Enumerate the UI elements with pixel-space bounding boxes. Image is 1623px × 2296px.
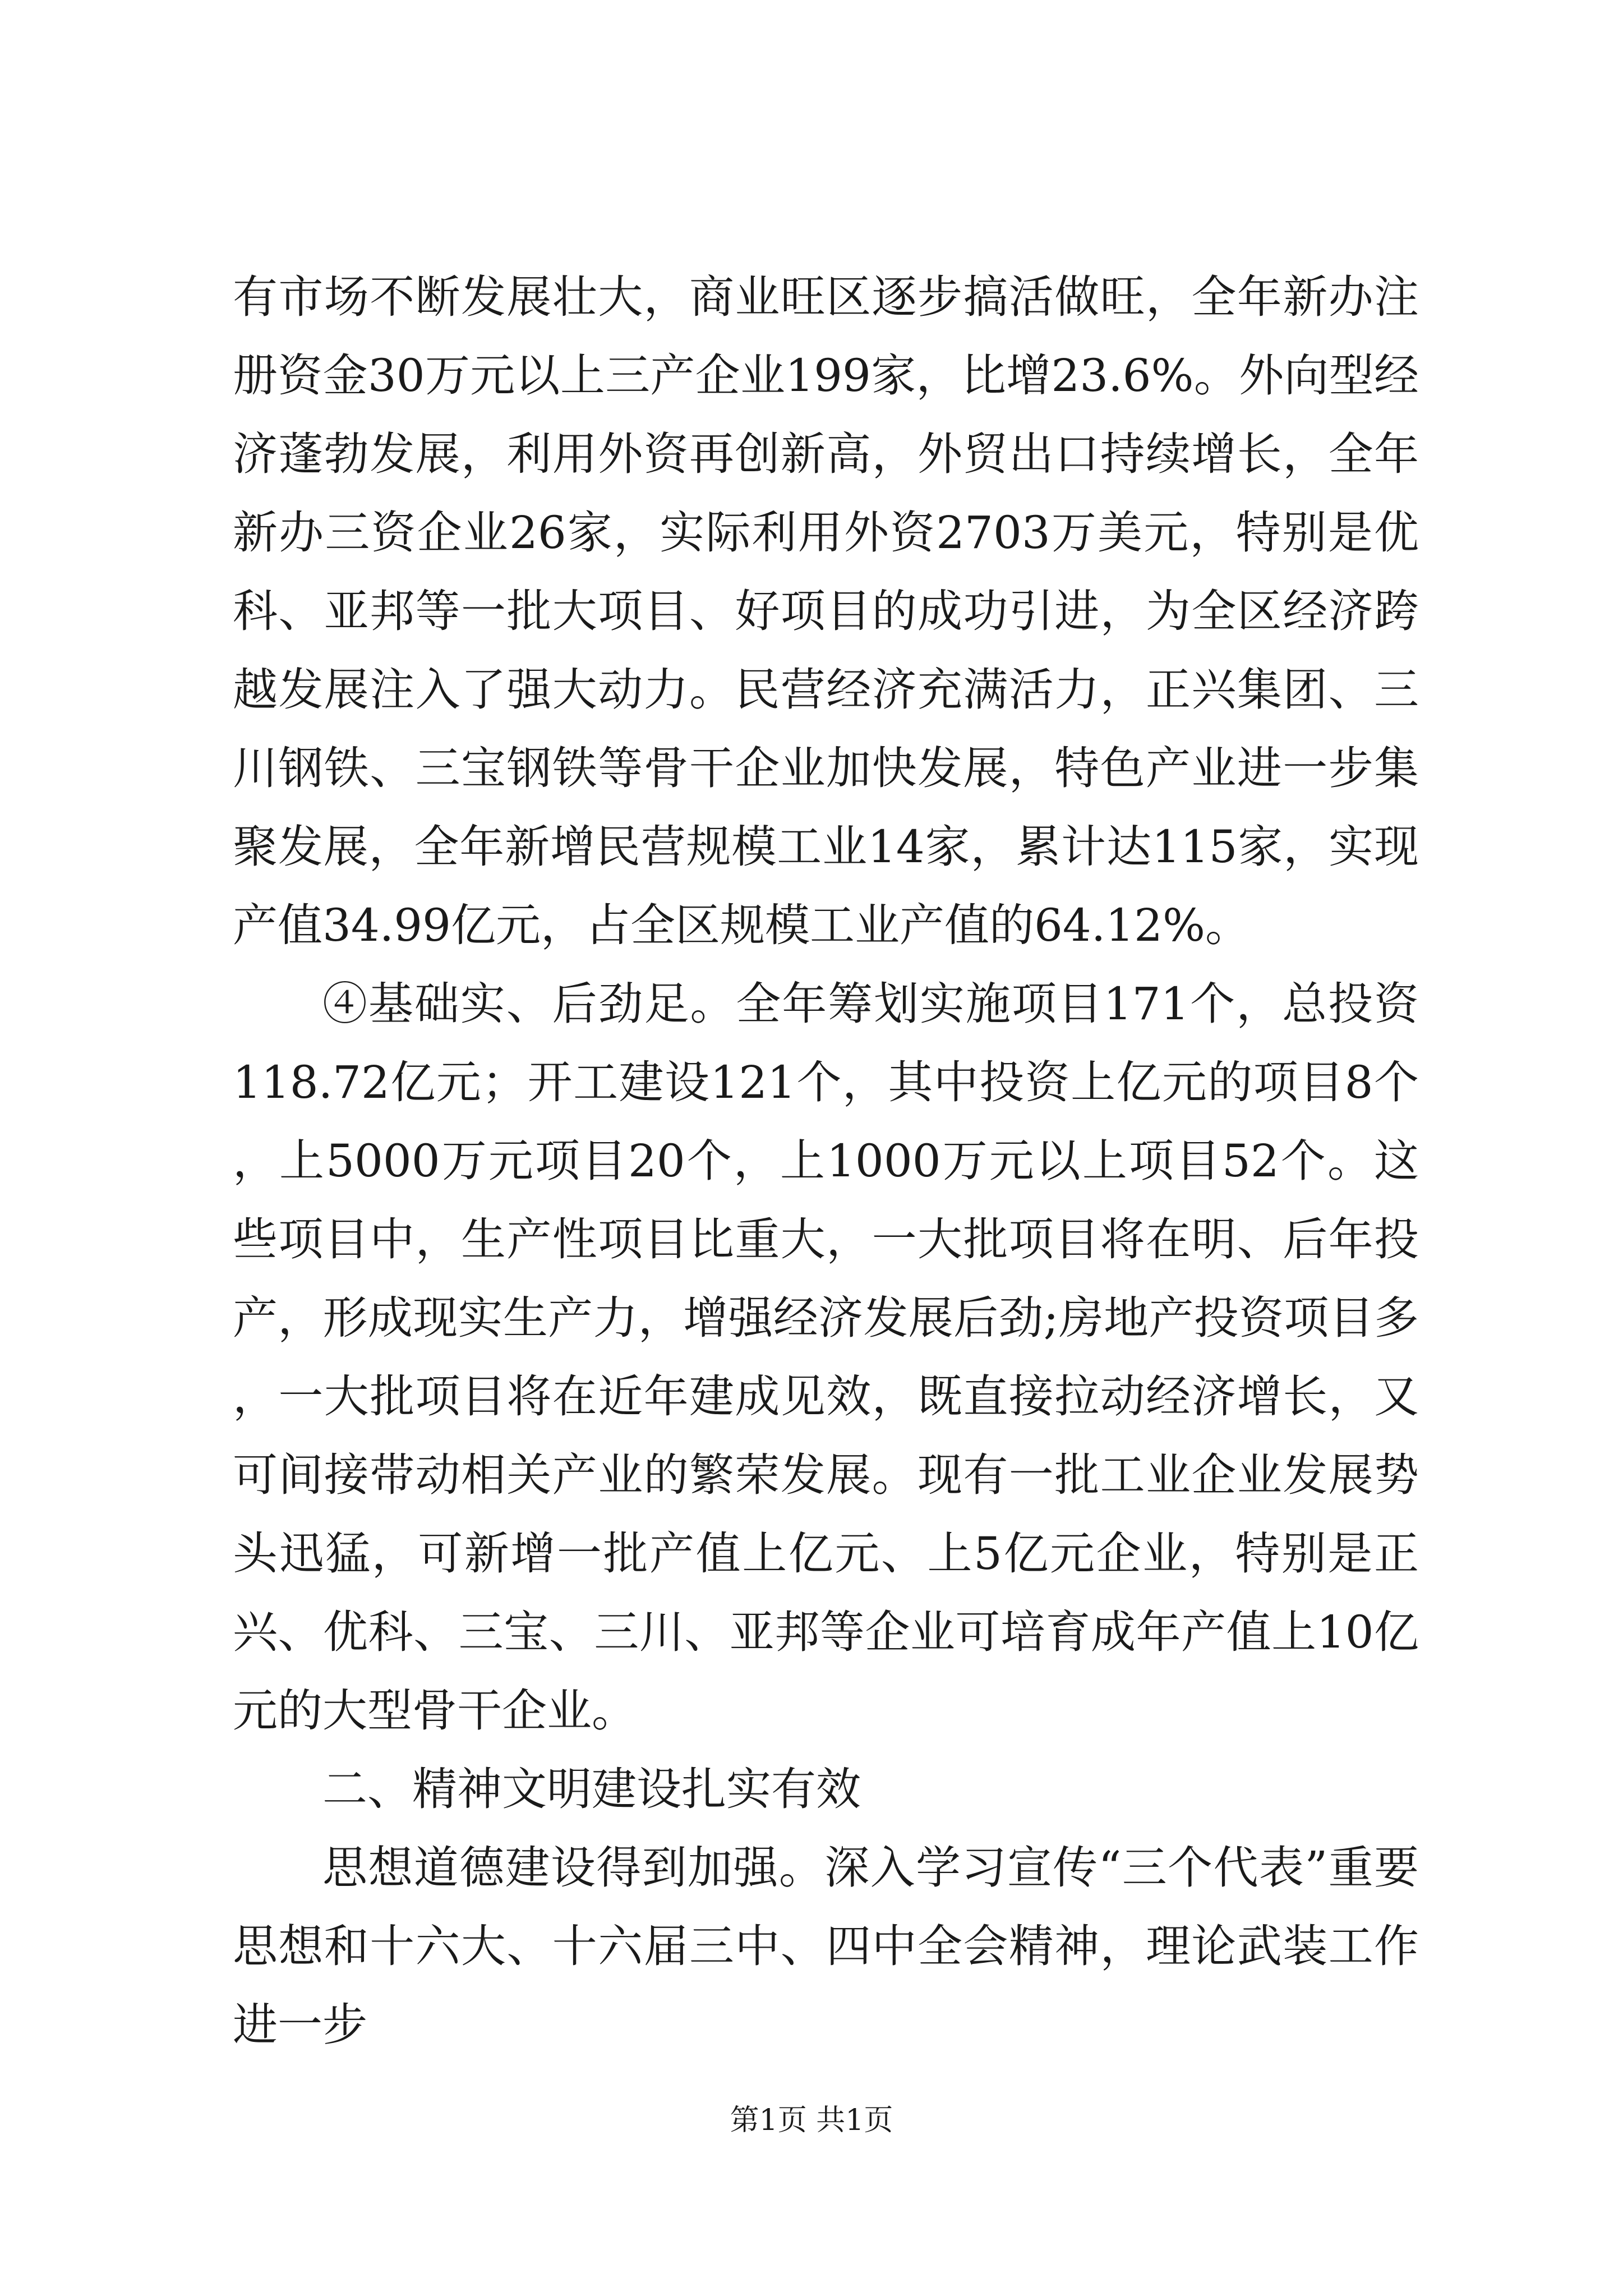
paragraph-foundation: ④基础实、后劲足。全年筹划实施项目171个，总投资118.72亿元；开工建设121个，其中投资上亿元的项目8个，上5000万元项目20个，上1000万元以上项目52个。这些项目中，生产性项目比重大，一大批项目将在明、后年投产，形成现实生产力，增强经济发展后劲;房地产投资项目多，一大批项目将在近年建成见效，既直接拉动经济增长，又可间接带动相关产业的繁荣发展。现有一批工业企业发展势头迅猛，可新增一批产值上亿元、上5亿元企业，特别是正兴、优科、三宝、三川、亚邦等企业可培育成年产值上10亿元的大型骨干企业。 [233,978,1419,1737]
document-body [233,258,1419,2064]
page-footer: 第1页 共1页 [730,2104,893,2137]
section-heading: 二、精神文明建设扎实有效 [322,1763,861,1815]
paragraph-ideology: 思想道德建设得到加强。深入学习宣传“三个代表”重要思想和十六大、十六届三中、四中全会精神，理论武装工作进一步 [233,1842,1419,2051]
paragraph-continued: 有市场不断发展壮大，商业旺区逐步搞活做旺，全年新办注册资金30万元以上三产企业199家，比增23.6%。外向型经济蓬勃发展，利用外资再创新高，外贸出口持续增长，全年新办三资企业26家，实际利用外资2703万美元，特别是优科、亚邦等一批大项目、好项目的成功引进，为全区经济跨越发展注入了强大动力。民营经济充满活力，正兴集团、三川钢铁、三宝钢铁等骨干企业加快发展，特色产业进一步集聚发展，全年新增民营规模工业14家，累计达115家，实现产值34.99亿元，占全区规模工业产值的64.12%。 [233,271,1419,951]
